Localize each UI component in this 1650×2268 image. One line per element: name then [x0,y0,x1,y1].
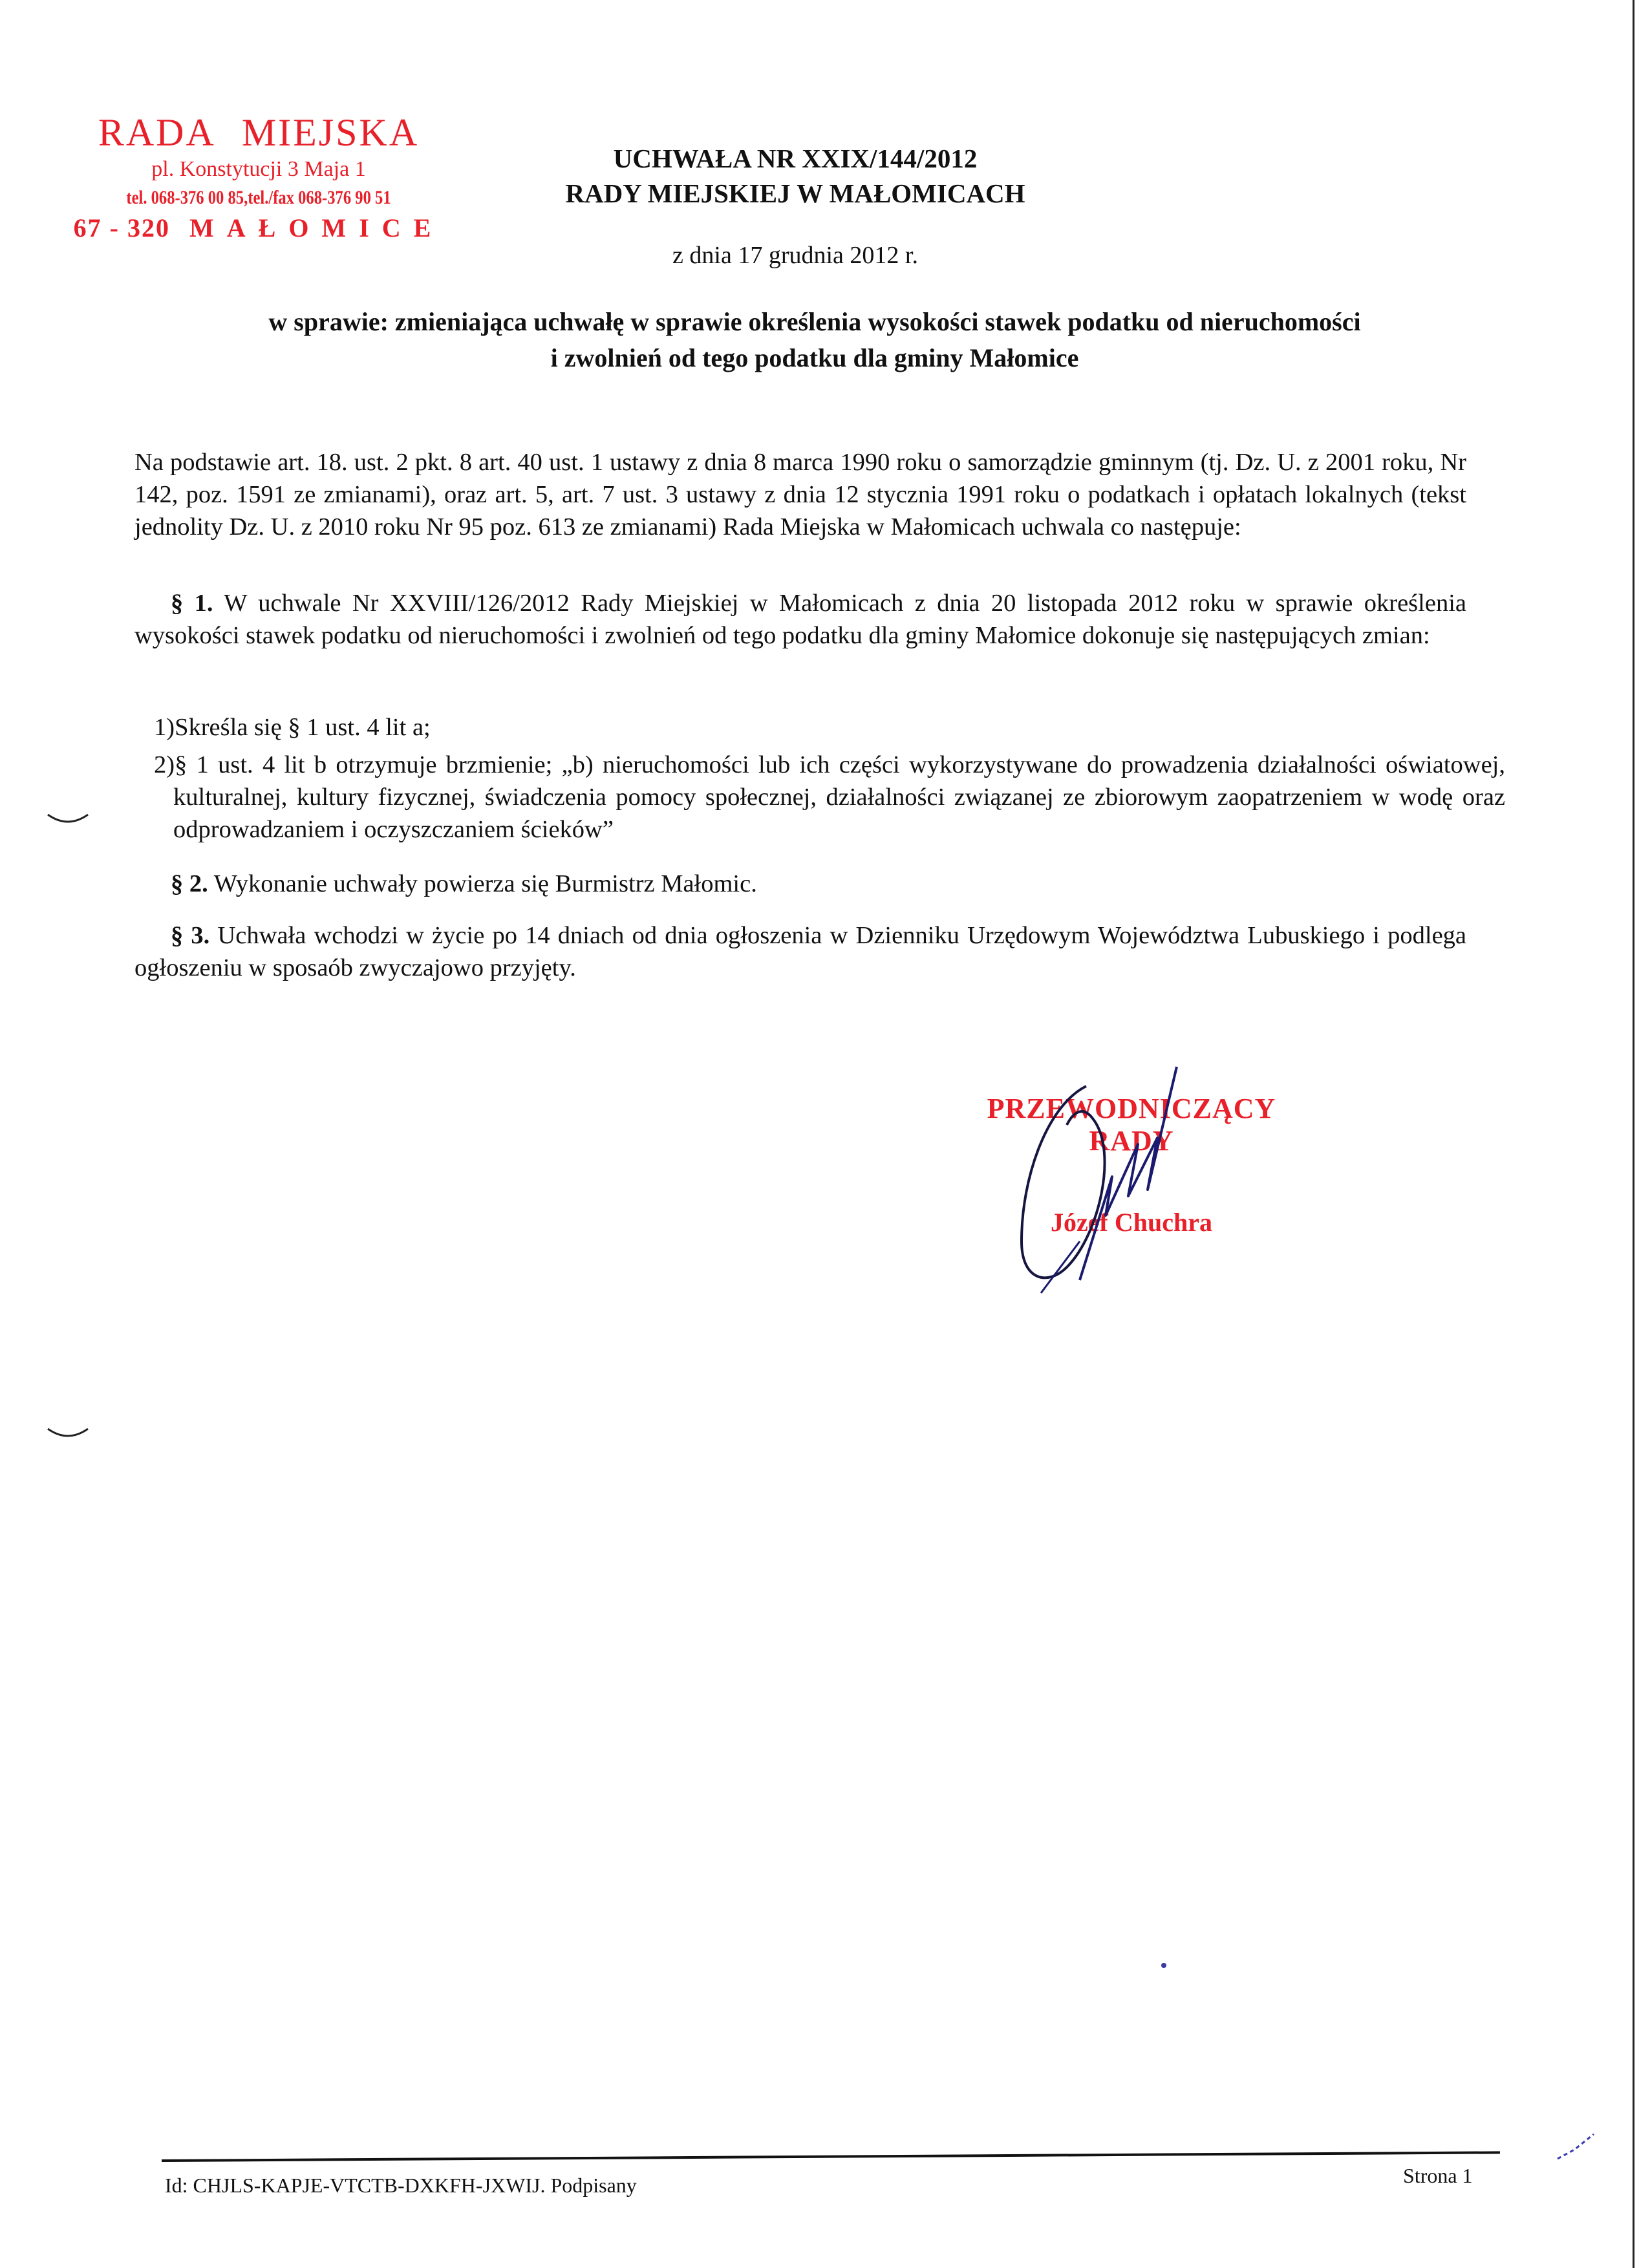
punch-hole-mark-icon [45,1426,91,1442]
item-1-marker: 1) [154,714,175,741]
item-2-marker: 2) [154,751,175,778]
subject-line-2: i zwolnień od tego podatku dla gminy Małomice [550,343,1079,372]
punch-hole-mark-icon [45,812,91,828]
subject-line-1: w sprawie: zmieniająca uchwałę w sprawie określenia wysokości stawek podatku od nieruchomości [268,307,1361,336]
resolution-subject [155,304,1474,376]
section-2-label: § 2. [171,870,208,897]
resolution-issuer: RADY MIEJSKIEJ W MAŁOMICACH [565,178,1025,208]
chairman-role-line-2: RADY [1089,1125,1174,1157]
stamp-city [65,212,453,244]
resolution-date: z dnia 17 grudnia 2012 r. [672,242,918,269]
scan-page-edge [1633,0,1650,2268]
stamp-phone: tel. 068-376 00 85,tel./fax 068-376 90 51 [126,187,391,208]
resolution-title [530,141,1060,211]
stamp-title-word2: MIEJSKA [241,111,420,154]
council-stamp [65,110,453,244]
footer-divider [162,2151,1500,2162]
ink-mark-icon [1555,2130,1600,2163]
section-1-item-1 [134,711,1486,744]
section-3-text: Uchwała wchodzi w życie po 14 dniach od dnia ogłoszenia w Dzienniku Urzędowym Województwa Lubuskiego i podlega ogłoszeniu w sposaób zwyczajowo przyjęty. [134,922,1467,981]
chairman-name: Józef Chuchra [1051,1208,1212,1237]
section-3-label: § 3. [171,922,210,949]
section-2 [134,868,1503,900]
section-1-item-2 [134,749,1505,846]
handwritten-signature-icon [1009,1047,1241,1306]
item-1-text: Skreśla się § 1 ust. 4 lit a; [175,714,431,741]
stamp-postal-code: 67 - 320 [73,213,170,242]
legal-basis-paragraph: Na podstawie art. 18. ust. 2 pkt. 8 art. 40 ust. 1 ustawy z dnia 8 marca 1990 roku o samorządzie gminnym (tj. Dz. U. z 2001 roku, Nr 142, poz. 1591 ze zmianami), oraz art. 5, art. 7 ust. 3 ustawy z dnia 12 stycznia 1991 roku o podatkach i opłatach lokalnych (tekst jednolity Dz. U. z 2010 roku Nr 95 poz. 613 ze zmianami) Rada Miejska w Małomicach uchwala co następuje: [134,449,1466,540]
section-1-text: W uchwale Nr XXVIII/126/2012 Rady Miejskiej w Małomicach z dnia 20 listopada 2012 roku w sprawie określenia wysokości stawek podatku od nieruchomości i zwolnień od tego podatku dla gminy Małomice dokonuje się następujących zmian: [134,590,1466,649]
section-1 [134,587,1466,652]
scan-dot-icon [1157,1959,1170,1972]
stamp-title-word1: RADA [98,111,216,154]
section-3 [134,919,1466,984]
item-2-text: § 1 ust. 4 lit b otrzymuje brzmienie; „b) nieruchomości lub ich części wykorzystywane do prowadzenia działalności oświatowej, kulturalnej, kultury fizycznej, świadczenia pomocy społecznej, działalności związanej ze zbiorowym zaopatrzeniem w wodę oraz odprowadzaniem i oczyszczaniem ścieków” [173,751,1505,843]
stamp-town: MAŁOMICE [189,213,444,242]
resolution-number: UCHWAŁA NR XXIX/144/2012 [613,144,978,173]
stamp-address: pl. Konstytucji 3 Maja 1 [151,157,366,181]
document-id: Id: CHJLS-KAPJE-VTCTB-DXKFH-JXWIJ. Podpisany [165,2174,637,2197]
section-2-text: Wykonanie uchwały powierza się Burmistrz Małomic. [213,870,757,897]
chairman-role-line-1: PRZEWODNICZĄCY [987,1093,1276,1124]
stamp-title [65,110,453,155]
section-1-label: § 1. [171,590,213,617]
page-number: Strona 1 [1403,2164,1473,2187]
